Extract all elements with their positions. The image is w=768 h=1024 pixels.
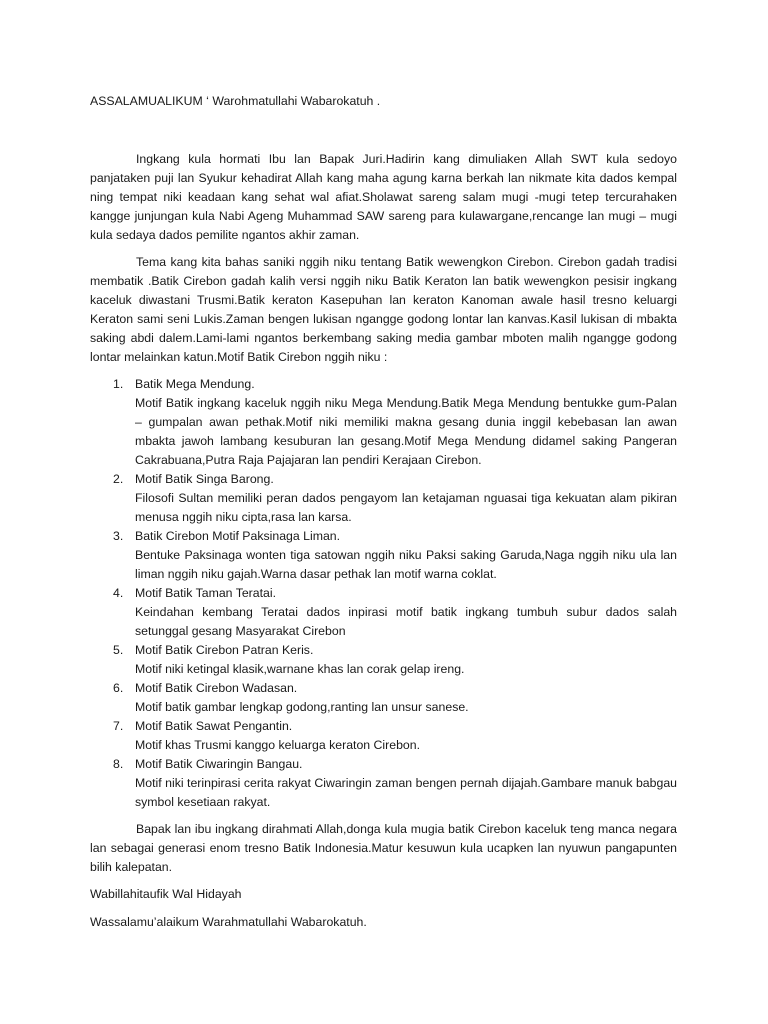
list-item	[90, 584, 677, 641]
closing-line-1: Wabillahitaufik Wal Hidayah	[90, 887, 242, 901]
list-item-body	[135, 641, 677, 679]
list-item-number: 8.	[113, 757, 124, 771]
list-item-body	[135, 679, 677, 717]
list-item-description: Keindahan kembang Teratai dados inpirasi motif batik ingkang tumbuh subur dados salah setunggal gesang Masyarakat Cirebon	[135, 605, 677, 638]
list-item	[90, 375, 677, 470]
opening-paragraph: Ingkang kula hormati Ibu lan Bapak Juri.Hadirin kang dimuliaken Allah SWT kula sedoyo panjataken puji lan Syukur kehadirat Allah kang maha agung karna berkah lan nikmate kita dados kempal ning tempat niki keadaan kang sehat wal afiat.Sholawat sareng salam mugi -mugi tetep tercurahaken kangge junjungan kula Nabi Ageng Muhammad SAW sareng para kulawargane,rencange lan mugi – mugi kula sedaya dados pemilite ngantos akhir zaman.	[90, 152, 677, 242]
list-item-title: Motif Batik Singa Barong.	[135, 472, 274, 486]
list-item-description: Bentuke Paksinaga wonten tiga satowan nggih niku Paksi saking Garuda,Naga nggih niku ula lan liman nggih niku gajah.Warna dasar pethak lan motif warna coklat.	[135, 548, 677, 581]
list-item-description: Motif niki terinpirasi cerita rakyat Ciwaringin zaman bengen pernah dijajah.Gambare manuk babgau symbol kesetiaan rakyat.	[135, 776, 677, 809]
list-item-title: Motif Batik Cirebon Wadasan.	[135, 681, 298, 695]
list-item-number: 5.	[113, 643, 124, 657]
list-item	[90, 527, 677, 584]
list-item	[90, 641, 677, 679]
closing-paragraph: Bapak lan ibu ingkang dirahmati Allah,donga kula mugia batik Cirebon kaceluk teng manca negara lan sebagai generasi enom tresno Batik Indonesia.Matur kesuwun kula ucapken lan nyuwun pangapunten bilih kalepatan.	[90, 822, 677, 874]
list-item-body	[135, 717, 677, 755]
list-item-description: Motif khas Trusmi kanggo keluarga keraton Cirebon.	[135, 738, 421, 752]
list-item-title: Motif Batik Ciwaringin Bangau.	[135, 757, 303, 771]
list-item-number: 7.	[113, 719, 124, 733]
list-item	[90, 717, 677, 755]
list-item-description: Filosofi Sultan memiliki peran dados pengayom lan ketajaman nguasai tiga kekuatan alam pikiran menusa nggih niku cipta,rasa lan karsa.	[135, 491, 677, 524]
list-item	[90, 470, 677, 527]
list-item-number: 6.	[113, 681, 124, 695]
list-item-title: Motif Batik Sawat Pengantin.	[135, 719, 293, 733]
theme-paragraph: Tema kang kita bahas saniki nggih niku tentang Batik wewengkon Cirebon. Cirebon gadah tradisi membatik .Batik Cirebon gadah kalih versi nggih niku Batik Keraton lan batik wewengkon pesisir ingkang kaceluk diwastani Trusmi.Batik keraton Kasepuhan lan keraton Kanoman awale hasil tresno keluargi Keraton sami seni Lukis.Zaman bengen lukisan ngangge godong lontar lan kanvas.Kasil lukisan di mbakta saking abdi dalem.Lami-lami ngantos berkembang saking media gambar mboten malih ngangge godong lontar melainkan katun.Motif Batik Cirebon nggih niku :	[90, 255, 677, 364]
batik-motif-list	[90, 375, 677, 812]
list-item-number: 3.	[113, 529, 124, 543]
greeting-line: ASSALAMUALIKUM ‘ Warohmatullahi Wabarokatuh .	[90, 94, 381, 108]
list-item	[90, 755, 677, 812]
list-item-body	[135, 584, 677, 641]
list-item-number: 4.	[113, 586, 124, 600]
list-item-description: Motif niki ketingal klasik,warnane khas lan corak gelap ireng.	[135, 662, 465, 676]
list-item-description: Motif batik gambar lengkap godong,ranting lan unsur sanese.	[135, 700, 469, 714]
list-item-number: 1.	[113, 377, 124, 391]
list-item-body	[135, 755, 677, 812]
document-content	[90, 92, 677, 932]
list-item-title: Batik Cirebon Motif Paksinaga Liman.	[135, 529, 341, 543]
list-item-description: Motif Batik ingkang kaceluk nggih niku Mega Mendung.Batik Mega Mendung bentukke gum-Palan – gumpalan awan pethak.Motif niki memiliki makna gesang dunia inggil kebebasan lan awan mbakta jawoh lambang kesuburan lan gesang.Motif Mega Mendung didamel saking Pangeran Cakrabuana,Putra Raja Pajajaran lan pendiri Kerajaan Cirebon.	[135, 396, 677, 467]
closing-line-2: Wassalamu’alaikum Warahmatullahi Wabarokatuh.	[90, 915, 367, 929]
list-item-body	[135, 527, 677, 584]
list-item-number: 2.	[113, 472, 124, 486]
list-item-body	[135, 375, 677, 470]
list-item-title: Batik Mega Mendung.	[135, 377, 255, 391]
list-item-title: Motif Batik Cirebon Patran Keris.	[135, 643, 314, 657]
list-item	[90, 679, 677, 717]
list-item-title: Motif Batik Taman Teratai.	[135, 586, 277, 600]
list-item-body	[135, 470, 677, 527]
